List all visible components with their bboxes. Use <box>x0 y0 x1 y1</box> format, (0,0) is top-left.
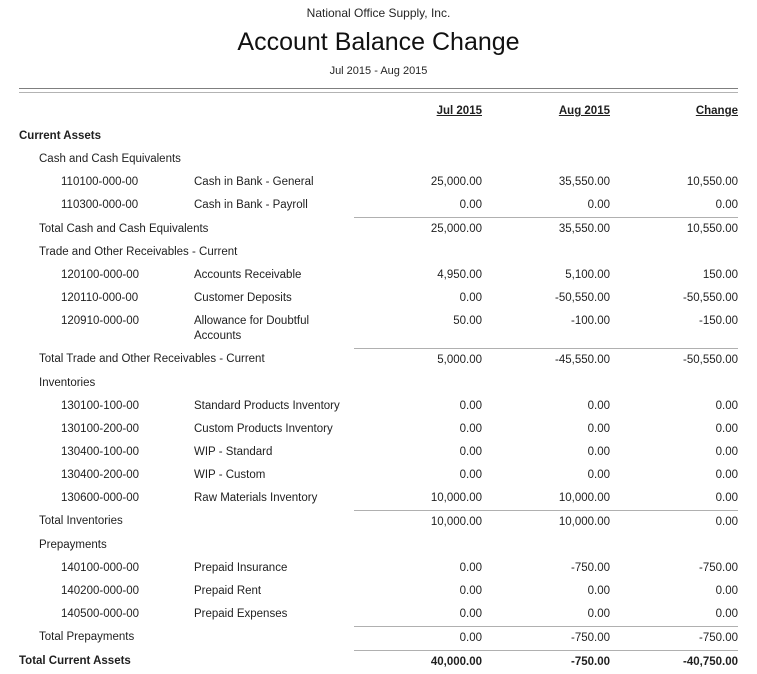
grand-total-value-jul-2015: 40,000.00 <box>354 650 482 674</box>
account-value-change: 0.00 <box>715 399 738 412</box>
account-row <box>19 287 738 310</box>
account-name: Cash in Bank - General <box>194 176 314 188</box>
account-name: Allowance for Doubtful Accounts <box>194 315 310 342</box>
account-name: Customer Deposits <box>194 292 292 304</box>
account-name: Prepaid Expenses <box>194 607 288 620</box>
account-code: 130400-100-00 <box>61 445 140 458</box>
subsection-row <box>19 241 738 264</box>
total-value-jul-2015: 5,000.00 <box>354 348 482 372</box>
account-code: 140200-000-00 <box>61 584 140 597</box>
account-value-aug-2015: 5,100.00 <box>565 269 610 281</box>
account-value-jul-2015: 0.00 <box>459 422 482 435</box>
account-value-change: 0.00 <box>715 468 738 481</box>
account-row <box>19 264 738 287</box>
account-code: 140500-000-00 <box>61 607 140 620</box>
account-value-aug-2015: 0.00 <box>587 445 610 458</box>
subsection-row <box>19 148 738 171</box>
account-value-aug-2015: 0.00 <box>587 399 610 412</box>
header-rule <box>19 88 738 93</box>
column-header-spacer <box>19 94 354 125</box>
account-name: WIP - Custom <box>194 468 266 481</box>
account-value-aug-2015: 0.00 <box>587 584 610 597</box>
account-name: Prepaid Rent <box>194 584 262 597</box>
account-value-aug-2015: 10,000.00 <box>558 491 610 504</box>
column-header-aug-2015 <box>482 94 610 125</box>
account-value-jul-2015: 0.00 <box>459 292 482 304</box>
account-row <box>19 395 738 418</box>
account-value-jul-2015: 50.00 <box>453 315 482 327</box>
section-row <box>19 125 738 148</box>
account-row <box>19 603 738 627</box>
account-row <box>19 580 738 603</box>
subsection-label: Cash and Cash Equivalents <box>39 153 181 165</box>
account-value-jul-2015: 25,000.00 <box>430 176 482 188</box>
account-value-change: -750.00 <box>698 561 738 574</box>
account-value-aug-2015: 35,550.00 <box>558 176 610 188</box>
column-header-row <box>19 94 738 125</box>
account-value-aug-2015: -750.00 <box>570 561 610 574</box>
total-value-change: -50,550.00 <box>610 348 738 372</box>
account-value-change: 0.00 <box>715 199 738 211</box>
total-value-jul-2015: 10,000.00 <box>354 510 482 534</box>
account-name: Custom Products Inventory <box>194 422 333 435</box>
account-value-change: 0.00 <box>715 584 738 597</box>
account-value-aug-2015: -50,550.00 <box>555 292 610 304</box>
account-value-aug-2015: -100.00 <box>570 315 610 327</box>
total-row <box>19 348 738 372</box>
total-value-jul-2015: 0.00 <box>354 626 482 650</box>
account-name: Standard Products Inventory <box>194 399 340 412</box>
report-period: Jul 2015 - Aug 2015 <box>329 65 428 77</box>
account-value-aug-2015: 0.00 <box>587 199 610 211</box>
account-name: Prepaid Insurance <box>194 561 288 574</box>
subsection-row <box>19 372 738 395</box>
report-title: Account Balance Change <box>237 28 520 56</box>
account-row <box>19 194 738 218</box>
column-header-label: Aug 2015 <box>558 105 610 117</box>
account-code: 110300-000-00 <box>61 199 139 211</box>
account-code: 130100-200-00 <box>61 422 140 435</box>
column-header-label: Jul 2015 <box>436 105 482 117</box>
account-code: 120110-000-00 <box>61 292 139 304</box>
account-code: 140100-000-00 <box>61 561 140 574</box>
subsection-row <box>19 534 738 557</box>
account-value-jul-2015: 0.00 <box>459 399 482 412</box>
grand-total-value-aug-2015: -750.00 <box>482 650 610 674</box>
total-row <box>19 626 738 650</box>
account-value-change: 150.00 <box>702 269 738 281</box>
account-value-change: -150.00 <box>698 315 738 327</box>
grand-total-row <box>19 650 738 674</box>
column-header-change <box>610 94 738 125</box>
grand-total-label: Total Current Assets <box>19 655 131 667</box>
account-row <box>19 557 738 580</box>
column-header-jul-2015 <box>354 94 482 125</box>
account-value-change: 0.00 <box>715 422 738 435</box>
total-value-aug-2015: -45,550.00 <box>482 348 610 372</box>
account-row <box>19 418 738 441</box>
account-name: WIP - Standard <box>194 445 273 458</box>
account-code: 110100-000-00 <box>61 176 139 188</box>
account-value-jul-2015: 4,950.00 <box>437 269 482 281</box>
account-value-jul-2015: 10,000.00 <box>430 491 482 504</box>
total-label: Total Inventories <box>39 515 123 527</box>
account-code: 120100-000-00 <box>61 269 140 281</box>
total-value-jul-2015: 25,000.00 <box>354 218 482 242</box>
total-value-change: 0.00 <box>610 510 738 534</box>
account-code: 130600-000-00 <box>61 491 140 504</box>
account-value-jul-2015: 0.00 <box>459 468 482 481</box>
total-label: Total Prepayments <box>39 631 135 643</box>
account-value-change: -50,550.00 <box>683 292 738 304</box>
account-value-jul-2015: 0.00 <box>459 561 482 574</box>
account-value-change: 0.00 <box>715 491 738 504</box>
subsection-label: Inventories <box>39 376 96 389</box>
total-row <box>19 218 738 242</box>
total-row <box>19 510 738 534</box>
account-row <box>19 310 738 348</box>
account-value-jul-2015: 0.00 <box>459 607 482 620</box>
table-header <box>19 94 738 125</box>
company-name: National Office Supply, Inc. <box>306 6 451 20</box>
total-label: Total Cash and Cash Equivalents <box>39 222 209 235</box>
account-code: 130400-200-00 <box>61 468 140 481</box>
account-value-jul-2015: 0.00 <box>459 199 482 211</box>
section-label: Current Assets <box>19 130 102 142</box>
account-row <box>19 487 738 511</box>
account-row <box>19 464 738 487</box>
account-value-aug-2015: 0.00 <box>587 422 610 435</box>
account-code: 120910-000-00 <box>61 315 140 327</box>
account-row <box>19 441 738 464</box>
account-value-change: 10,550.00 <box>686 176 738 188</box>
account-value-change: 0.00 <box>715 607 738 620</box>
column-header-label: Change <box>695 105 738 117</box>
account-value-jul-2015: 0.00 <box>459 584 482 597</box>
account-name: Accounts Receivable <box>194 269 302 281</box>
account-value-jul-2015: 0.00 <box>459 445 482 458</box>
account-value-change: 0.00 <box>715 445 738 458</box>
account-value-aug-2015: 0.00 <box>587 468 610 481</box>
account-row <box>19 171 738 194</box>
total-value-change: -750.00 <box>610 626 738 650</box>
total-value-aug-2015: 35,550.00 <box>482 218 610 242</box>
account-value-aug-2015: 0.00 <box>587 607 610 620</box>
total-label: Total Trade and Other Receivables - Current <box>39 353 265 365</box>
total-value-aug-2015: 10,000.00 <box>482 510 610 534</box>
account-code: 130100-100-00 <box>61 399 140 412</box>
total-value-aug-2015: -750.00 <box>482 626 610 650</box>
subsection-label: Trade and Other Receivables - Current <box>39 246 238 258</box>
account-name: Cash in Bank - Payroll <box>194 199 308 211</box>
subsection-label: Prepayments <box>39 538 107 551</box>
report-header <box>19 6 738 78</box>
grand-total-value-change: -40,750.00 <box>610 650 738 674</box>
total-value-change: 10,550.00 <box>610 218 738 242</box>
account-name: Raw Materials Inventory <box>194 491 318 504</box>
table-body <box>19 125 738 674</box>
balance-change-table <box>19 94 738 674</box>
